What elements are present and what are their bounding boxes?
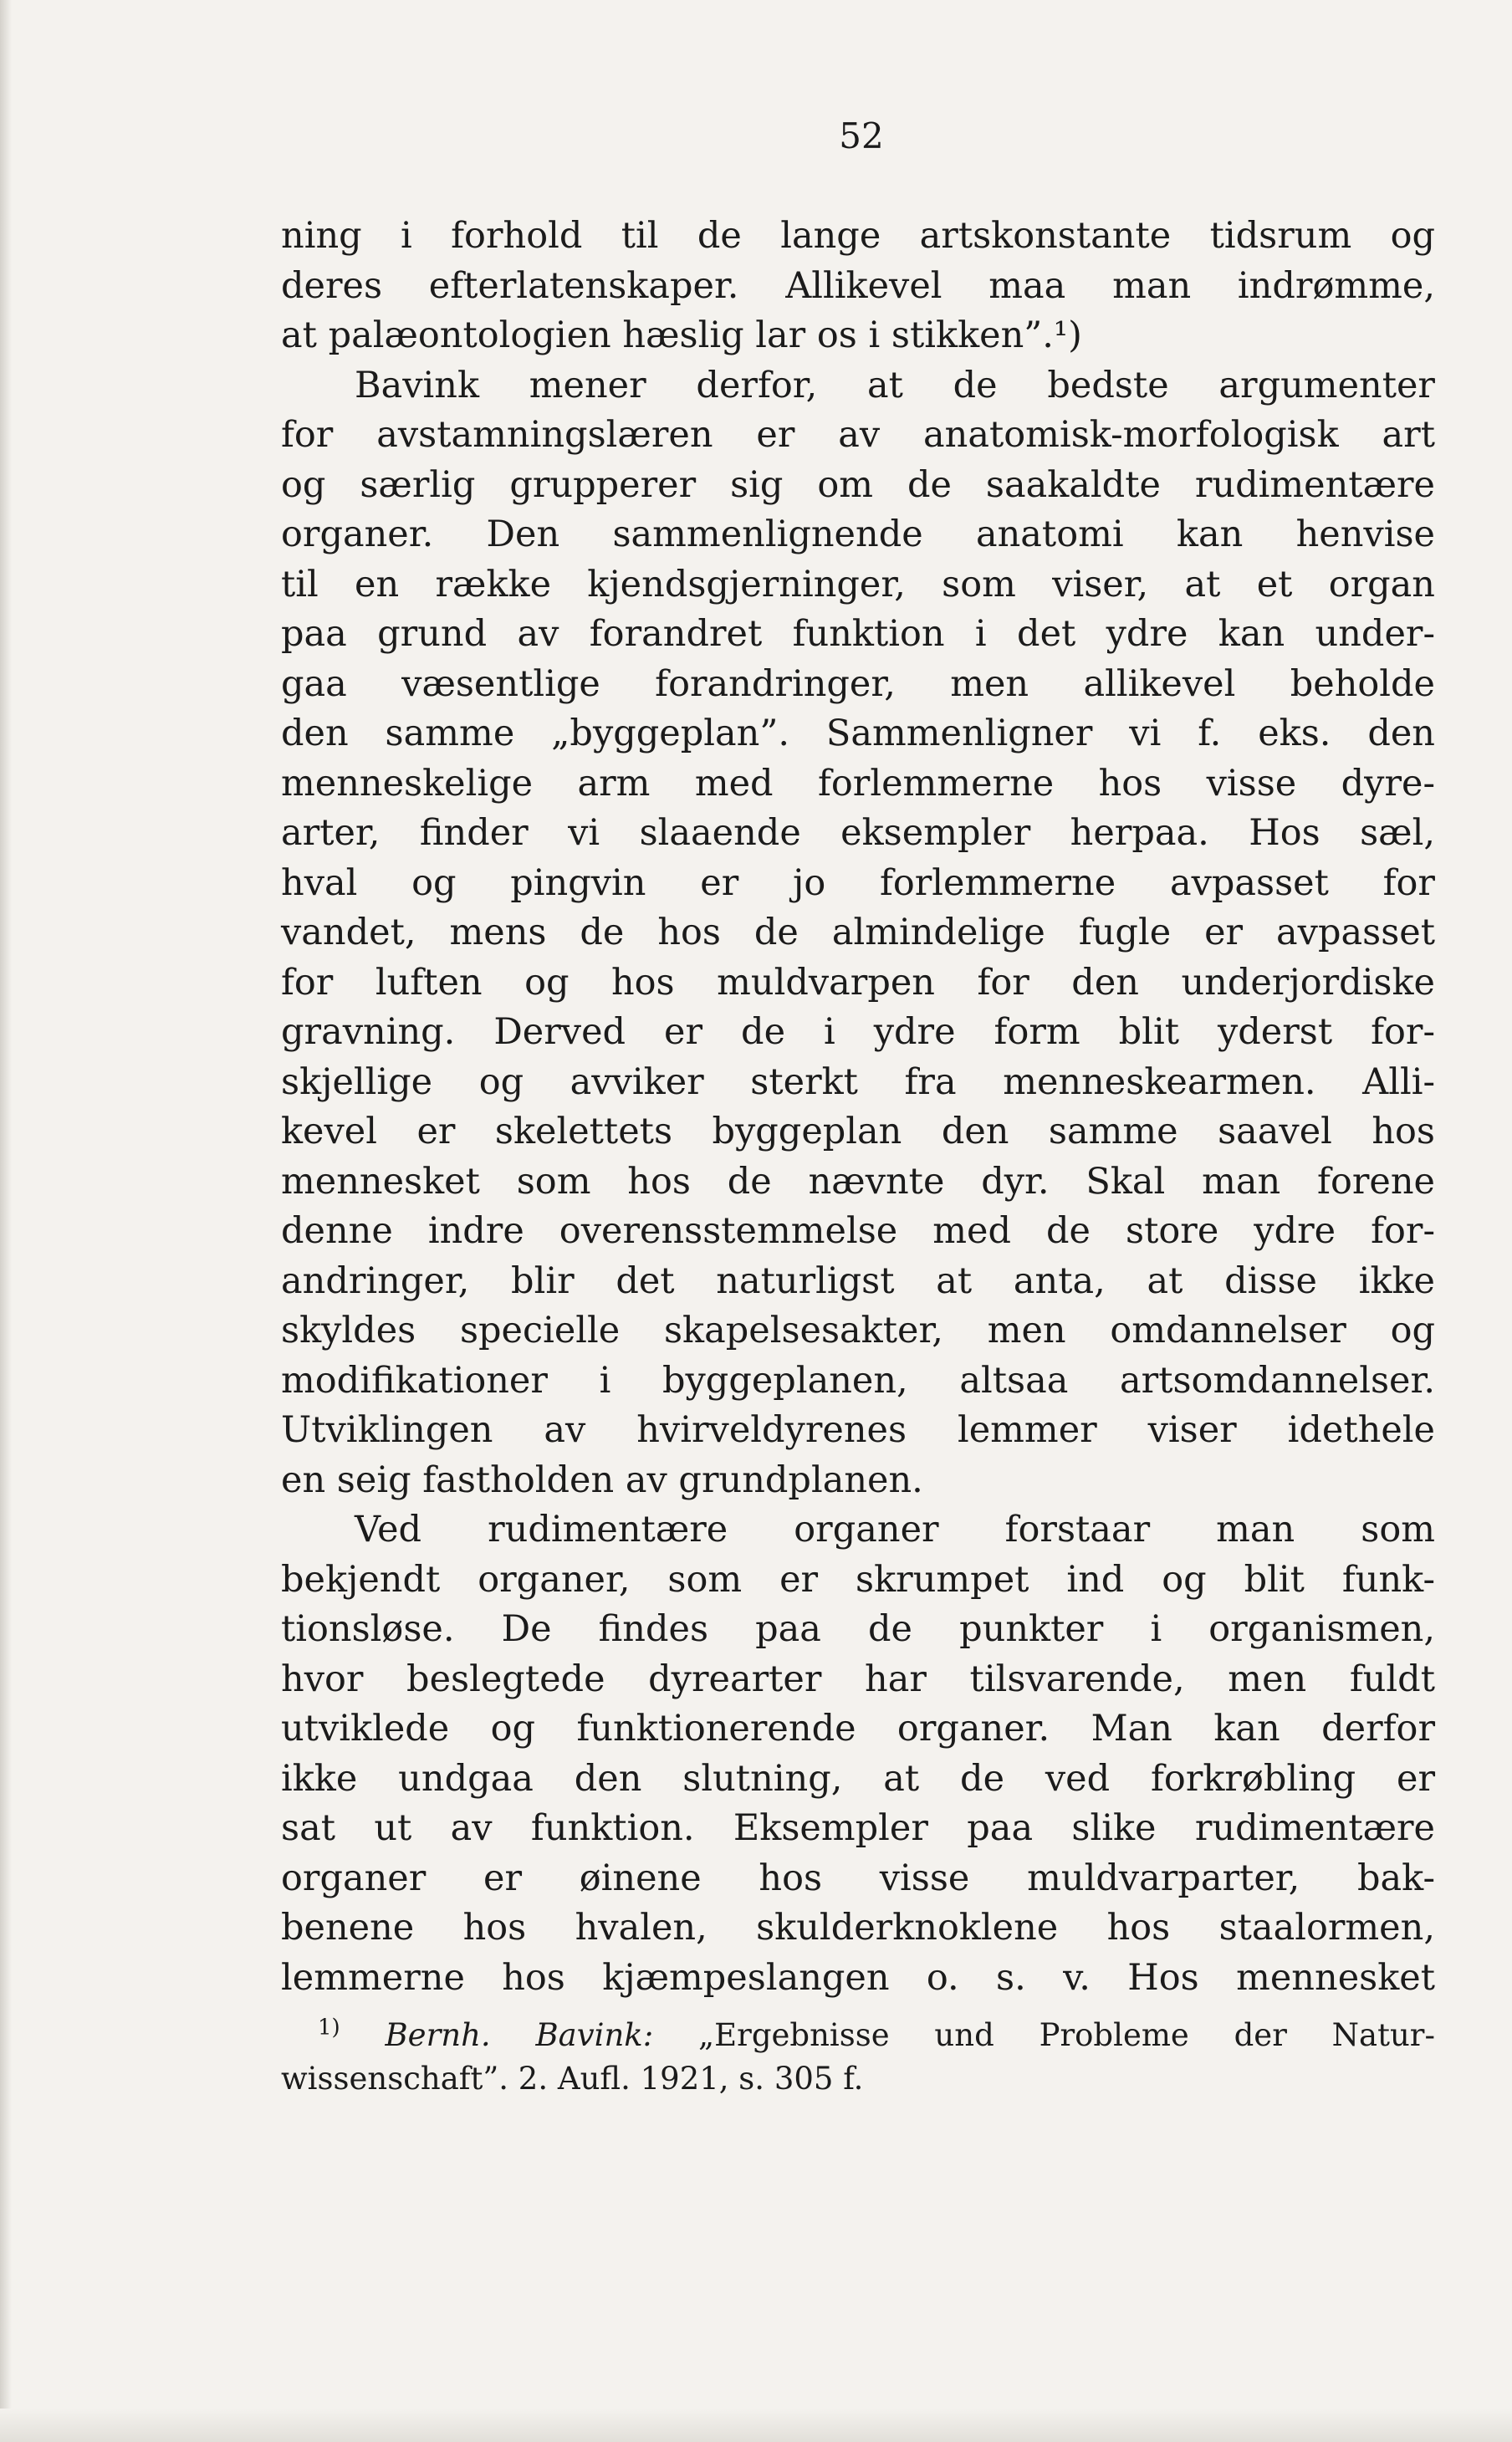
text-line: organer er øinene hos visse muldvarparter, bak-	[281, 1857, 1435, 1899]
text-line: at palæontologien hæslig lar os i stikken”.¹)	[281, 314, 1082, 356]
text-line: Bavink mener derfor, at de bedste argumenter	[355, 364, 1435, 406]
text-line: tionsløse. De findes paa de punkter i organismen,	[281, 1608, 1435, 1650]
footnote-author: Bernh. Bavink:	[385, 2017, 654, 2053]
text-line: ning i forhold til de lange artskonstante tidsrum og	[281, 215, 1435, 257]
text-line: andringer, blir det naturligst at anta, at disse ikke	[281, 1259, 1435, 1302]
text-line: organer. Den sammenlignende anatomi kan henvise	[281, 513, 1435, 555]
page-edge-shadow	[0, 0, 12, 2442]
text-line: vandet, mens de hos de almindelige fugle er avpasset	[281, 912, 1435, 953]
text-line: sat ut av funktion. Eksempler paa slike rudimentære	[281, 1807, 1435, 1849]
text-line: kevel er skelettets byggeplan den samme saavel hos	[281, 1111, 1435, 1152]
footnote-line	[281, 2014, 1435, 2057]
text-line: for avstamningslæren er av anatomisk-morfologisk art	[281, 414, 1435, 456]
page-bottom-shadow	[0, 2409, 1512, 2442]
text-line: benene hos hvalen, skulderknoklene hos staalormen,	[281, 1907, 1435, 1949]
footnote-title: „Ergebnisse und Probleme der Natur-	[697, 2017, 1435, 2053]
text-line: til en række kjendsgjerninger, som viser, at et organ	[281, 563, 1435, 605]
text-line: hval og pingvin er jo forlemmerne avpasset for	[281, 861, 1435, 904]
text-line: paa grund av forandret funktion i det ydre kan under-	[281, 613, 1435, 655]
text-line: Ved rudimentære organer forstaar man som	[355, 1509, 1435, 1551]
text-line: Utviklingen av hvirveldyrenes lemmer viser idethele	[281, 1409, 1435, 1451]
text-line: denne indre overensstemmelse med de store ydre for-	[281, 1210, 1435, 1252]
text-line: og særlig grupperer sig om de saakaldte rudimentære	[281, 463, 1435, 506]
text-line: lemmerne hos kjæmpeslangen o. s. v. Hos mennesket	[281, 1956, 1435, 1999]
text-line: mennesket som hos de nævnte dyr. Skal man forene	[281, 1160, 1435, 1203]
text-line: den samme „byggeplan”. Sammenligner vi f. eks. den	[281, 713, 1435, 754]
text-line: utviklede og funktionerende organer. Man kan derfor	[281, 1708, 1435, 1750]
text-line: skjellige og avviker sterkt fra menneskearmen. Alli-	[281, 1060, 1435, 1103]
text-line: deres efterlatenskaper. Allikevel maa man indrømme,	[281, 264, 1435, 307]
footnote-line: wissenschaft”. 2. Aufl. 1921, s. 305 f.	[281, 2061, 864, 2097]
text-line: hvor beslegtede dyrearter har tilsvarende, men fuldt	[281, 1658, 1435, 1700]
text-line: gaa væsentlige forandringer, men allikevel beholde	[281, 662, 1435, 705]
body-text	[281, 212, 1435, 2003]
text-line: modifikationer i byggeplanen, altsaa artsomdannelser.	[281, 1359, 1435, 1402]
text-line: bekjendt organer, som er skrumpet ind og blit funk-	[281, 1558, 1435, 1601]
text-line: arter, finder vi slaaende eksempler herpaa. Hos sæl,	[281, 812, 1435, 854]
text-line: for luften og hos muldvarpen for den underjordiske	[281, 961, 1435, 1004]
text-line: menneskelige arm med forlemmerne hos visse dyre-	[281, 762, 1435, 805]
text-line: gravning. Derved er de i ydre form blit yderst for-	[281, 1011, 1435, 1053]
page-number: 52	[839, 115, 884, 156]
footnote-marker: 1)	[318, 2015, 340, 2041]
text-line: skyldes specielle skapelsesakter, men omdannelser og	[281, 1310, 1435, 1351]
footnote	[281, 2014, 1435, 2101]
text-line: en seig fastholden av grundplanen.	[281, 1459, 923, 1501]
text-line: ikke undgaa den slutning, at de ved forkrøbling er	[281, 1757, 1435, 1800]
